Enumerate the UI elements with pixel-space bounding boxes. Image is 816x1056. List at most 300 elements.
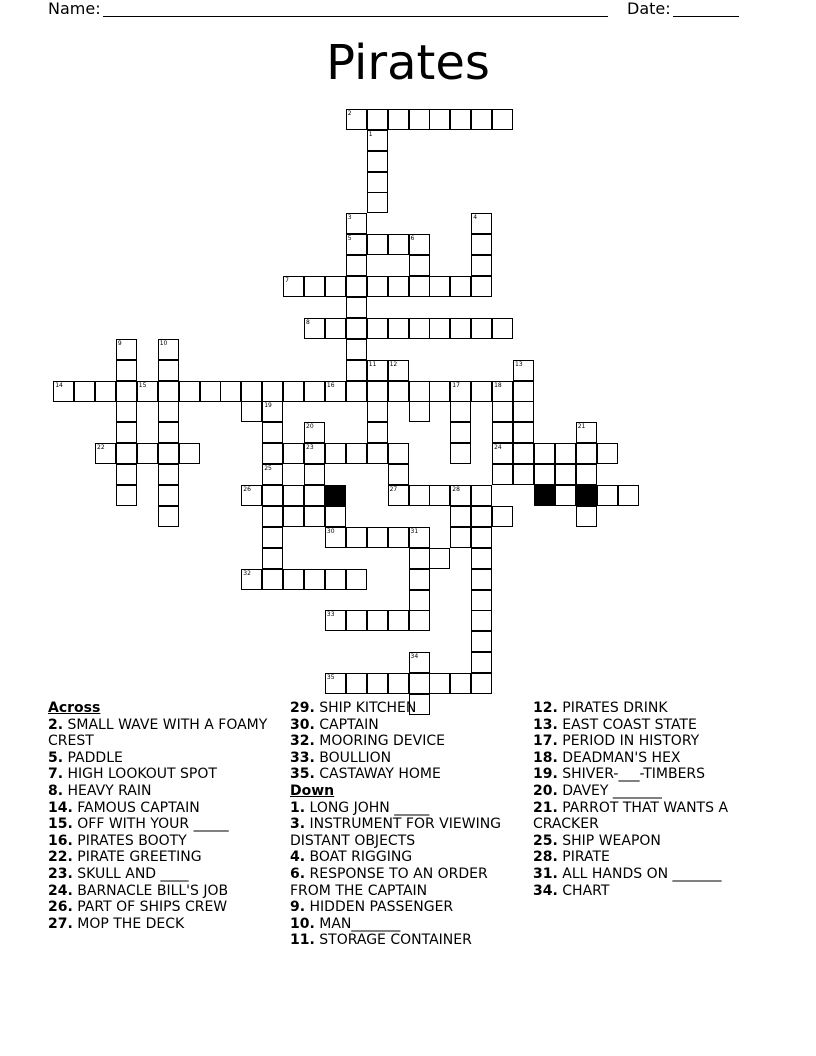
grid-cell[interactable] [158,506,179,527]
grid-cell[interactable] [534,485,555,506]
clue-item [533,717,763,734]
clue-item-number: 5. [48,749,64,766]
clue-item-number: 19. [533,766,558,783]
clue-item-text: PIRATE GREETING [72,849,202,866]
grid-cell[interactable] [367,360,388,381]
clue-item-number: 8. [48,782,64,799]
grid-cell[interactable] [471,548,492,569]
across-heading: Across [48,700,101,716]
grid-cell[interactable] [367,234,388,255]
clue-item-number: 10. [290,915,315,932]
grid-cell[interactable] [367,401,388,422]
across-clue-list-continued [290,700,520,783]
clue-item-number: 7. [48,766,64,783]
grid-cell[interactable] [555,443,576,464]
grid-cell[interactable] [388,318,409,339]
grid-cell[interactable] [262,506,283,527]
grid-cell[interactable] [471,234,492,255]
clue-item-text: MAN_______ [314,915,401,932]
grid-cell[interactable] [597,443,618,464]
grid-cell[interactable] [262,527,283,548]
clue-number: 12 [389,360,398,368]
grid-cell[interactable] [116,381,137,402]
grid-cell[interactable] [367,172,388,193]
clue-item-number: 9. [290,899,306,916]
grid-cell[interactable] [116,464,137,485]
name-label: Name: [48,0,101,18]
grid-cell[interactable] [283,381,304,402]
grid-cell[interactable] [429,673,450,694]
grid-cell[interactable] [367,276,388,297]
grid-cell[interactable] [471,109,492,130]
clue-item-text: STORAGE CONTAINER [314,932,472,949]
clue-item-number: 29. [290,700,315,716]
grid-cell[interactable] [116,401,137,422]
grid-cell[interactable] [555,485,576,506]
grid-cell[interactable] [471,255,492,276]
clue-item-text: SMALL WAVE WITH A FOAMY CREST [48,716,268,750]
clue-number: 28 [452,486,460,493]
grid-cell[interactable] [367,422,388,443]
grid-cell[interactable] [346,276,367,297]
clue-item [533,766,763,783]
clue-item-number: 1. [290,799,306,816]
grid-cell[interactable] [304,276,325,297]
clue-item [48,849,278,866]
grid-cell[interactable] [304,422,325,443]
grid-cell[interactable] [346,673,367,694]
grid-cell[interactable] [471,506,492,527]
across-clue-list [48,717,278,933]
grid-cell[interactable] [325,610,346,631]
clue-item-text: FAMOUS CAPTAIN [72,799,200,816]
clue-item-number: 32. [290,733,315,750]
grid-cell[interactable] [367,192,388,213]
grid-cell[interactable] [346,381,367,402]
clue-item-text: SHIP KITCHEN [314,700,417,716]
grid-cell[interactable] [304,381,325,402]
clue-item-text: PARROT THAT WANTS A CRACKER [533,799,729,833]
grid-cell[interactable] [304,485,325,506]
clue-item [533,700,763,717]
down-clue-list-continued [533,700,763,899]
grid-cell[interactable] [346,569,367,590]
clue-item-number: 17. [533,733,558,750]
grid-cell[interactable] [116,485,137,506]
grid-cell[interactable] [200,381,221,402]
clue-item-text: OFF WITH YOUR _____ [72,816,229,833]
grid-cell[interactable] [158,443,179,464]
clue-number: 18 [494,381,502,389]
clue-number: 15 [138,381,147,389]
grid-cell[interactable] [534,464,555,485]
grid-cell[interactable] [450,381,471,402]
grid-cell[interactable] [450,673,471,694]
grid-cell[interactable] [576,443,597,464]
grid-cell[interactable] [262,485,283,506]
grid-cell[interactable] [409,548,430,569]
grid-cell[interactable] [262,443,283,464]
grid-cell[interactable] [325,485,346,506]
grid-cell[interactable] [409,485,430,506]
grid-cell[interactable] [388,485,409,506]
grid-cell[interactable] [283,276,304,297]
grid-cell[interactable] [262,422,283,443]
grid-cell[interactable] [450,506,471,527]
grid-cell[interactable] [116,443,137,464]
grid-cell[interactable] [618,485,639,506]
grid-cell[interactable] [471,652,492,673]
grid-cell[interactable] [388,673,409,694]
clue-item-text: ALL HANDS ON _______ [557,865,722,882]
clue-item-text: PIRATES BOOTY [72,832,187,849]
clue-item [290,800,520,817]
clue-item-number: 14. [48,799,73,816]
clue-number: 27 [389,486,398,493]
grid-cell[interactable] [367,443,388,464]
grid-cell[interactable] [409,610,430,631]
clue-item [48,783,278,800]
clue-item-text: EAST COAST STATE [557,716,697,733]
grid-cell[interactable] [262,381,283,402]
grid-cell[interactable] [325,443,346,464]
grid-cell[interactable] [53,381,74,402]
grid-cell[interactable] [262,401,283,422]
grid-cell[interactable] [74,381,95,402]
clue-item [533,833,763,850]
clue-item-text: HIGH LOOKOUT SPOT [63,766,217,783]
clue-item-number: 23. [48,865,73,882]
grid-cell[interactable] [555,464,576,485]
grid-cell[interactable] [576,422,597,443]
grid-cell[interactable] [367,527,388,548]
grid-cell[interactable] [283,506,304,527]
grid-cell[interactable] [367,381,388,402]
clue-item [290,766,520,783]
clue-number: 31 [410,527,419,535]
grid-cell[interactable] [409,381,430,402]
clue-item [533,849,763,866]
clue-item-number: 12. [533,700,558,716]
grid-cell[interactable] [471,276,492,297]
grid-cell[interactable] [158,485,179,506]
grid-cell[interactable] [304,506,325,527]
grid-cell[interactable] [513,401,534,422]
grid-cell[interactable] [409,255,430,276]
grid-cell[interactable] [576,506,597,527]
grid-cell[interactable] [409,318,430,339]
grid-cell[interactable] [471,590,492,611]
grid-cell[interactable] [471,213,492,234]
clue-number: 21 [577,423,586,431]
clue-number: 6 [410,235,415,243]
grid-cell[interactable] [471,631,492,652]
grid-cell[interactable] [158,381,179,402]
grid-cell[interactable] [220,381,241,402]
grid-cell[interactable] [450,527,471,548]
grid-cell[interactable] [409,652,430,673]
grid-cell[interactable] [116,339,137,360]
grid-cell[interactable] [367,610,388,631]
grid-cell[interactable] [409,234,430,255]
grid-cell[interactable] [471,381,492,402]
grid-cell[interactable] [388,610,409,631]
grid-cell[interactable] [262,569,283,590]
grid-cell[interactable] [409,276,430,297]
grid-cell[interactable] [576,485,597,506]
grid-cell[interactable] [450,485,471,506]
grid-cell[interactable] [116,360,137,381]
clue-item-text: CAPTAIN [314,716,379,733]
grid-cell[interactable] [409,569,430,590]
grid-cell[interactable] [576,464,597,485]
grid-cell[interactable] [241,569,262,590]
grid-cell[interactable] [95,443,116,464]
grid-cell[interactable] [388,527,409,548]
grid-cell[interactable] [429,276,450,297]
grid-cell[interactable] [492,109,513,130]
clue-number: 3 [347,214,352,222]
grid-cell[interactable] [158,339,179,360]
clue-item [48,750,278,767]
clue-item-number: 27. [48,915,73,932]
clue-number: 4 [473,214,478,222]
grid-cell[interactable] [492,443,513,464]
clue-number: 16 [326,381,335,389]
clue-item-text: SKULL AND ____ [72,865,189,882]
clue-number: 26 [243,486,251,493]
grid-cell[interactable] [450,318,471,339]
clue-item-text: BOAT RIGGING [305,849,413,866]
clue-item-text: BOULLION [314,749,392,766]
clue-column-1 [48,700,278,932]
grid-cell[interactable] [325,527,346,548]
clue-item-text: MOORING DEVICE [314,733,445,750]
grid-cell[interactable] [471,610,492,631]
grid-cell[interactable] [346,109,367,130]
clue-item [290,849,520,866]
grid-cell[interactable] [409,401,430,422]
grid-cell[interactable] [346,297,367,318]
grid-cell[interactable] [492,506,513,527]
clue-number: 20 [306,423,314,431]
grid-cell[interactable] [262,464,283,485]
clue-number: 13 [515,360,523,368]
grid-cell[interactable] [471,318,492,339]
grid-cell[interactable] [283,485,304,506]
clue-item-text: LONG JOHN _____ [305,799,430,816]
grid-cell[interactable] [137,443,158,464]
grid-cell[interactable] [409,673,430,694]
clue-item-number: 11. [290,932,315,949]
grid-cell[interactable] [388,360,409,381]
grid-cell[interactable] [409,527,430,548]
grid-cell[interactable] [492,318,513,339]
clue-item-number: 2. [48,716,64,733]
clue-number: 7 [285,277,289,284]
grid-cell[interactable] [158,422,179,443]
grid-cell[interactable] [346,527,367,548]
clue-item [533,750,763,767]
clue-number: 9 [117,339,122,347]
clue-item-number: 4. [290,849,306,866]
grid-cell[interactable] [450,443,471,464]
grid-cell[interactable] [513,464,534,485]
grid-cell[interactable] [597,485,618,506]
grid-cell[interactable] [346,234,367,255]
grid-cell[interactable] [304,569,325,590]
grid-cell[interactable] [346,443,367,464]
grid-cell[interactable] [325,276,346,297]
clue-number: 8 [306,318,310,326]
down-clue-list [290,800,520,949]
grid-cell[interactable] [304,318,325,339]
grid-cell[interactable] [304,443,325,464]
clue-item [533,866,763,883]
grid-cell[interactable] [367,151,388,172]
grid-cell[interactable] [471,569,492,590]
grid-cell[interactable] [346,255,367,276]
grid-cell[interactable] [513,360,534,381]
clue-number: 1 [368,130,373,138]
grid-cell[interactable] [429,548,450,569]
grid-cell[interactable] [367,109,388,130]
grid-cell[interactable] [409,109,430,130]
clue-number: 22 [97,444,105,452]
clue-number: 25 [264,465,272,473]
down-heading: Down [290,782,335,799]
grid-cell[interactable] [304,464,325,485]
grid-cell[interactable] [346,360,367,381]
clue-item [290,916,520,933]
grid-cell[interactable] [158,401,179,422]
grid-cell[interactable] [429,381,450,402]
grid-cell[interactable] [325,318,346,339]
grid-cell[interactable] [388,109,409,130]
grid-cell[interactable] [367,673,388,694]
grid-cell[interactable] [325,673,346,694]
grid-cell[interactable] [450,109,471,130]
grid-cell[interactable] [325,569,346,590]
grid-cell[interactable] [179,381,200,402]
clue-item-number: 13. [533,716,558,733]
clue-item-text: INSTRUMENT FOR VIEWING DISTANT OBJECTS [290,816,502,849]
clue-item [290,717,520,734]
clue-item-text: BARNACLE BILL'S JOB [72,882,229,899]
clue-item-text: HIDDEN PASSENGER [305,899,454,916]
grid-cell[interactable] [95,381,116,402]
clue-item-text: CASTAWAY HOME [314,766,441,783]
clue-item [48,717,278,750]
clue-item-number: 16. [48,832,73,849]
grid-cell[interactable] [471,527,492,548]
clue-number: 30 [326,527,335,535]
grid-cell[interactable] [388,464,409,485]
clue-number: 2 [347,109,352,117]
grid-cell[interactable] [116,422,137,443]
grid-cell[interactable] [283,569,304,590]
grid-cell[interactable] [492,464,513,485]
clue-item [48,916,278,933]
clue-item [533,733,763,750]
clue-item [48,866,278,883]
clue-item-number: 30. [290,716,315,733]
clue-item-number: 18. [533,749,558,766]
clue-number: 14 [55,381,63,389]
clue-number: 33 [326,611,335,619]
clue-item [290,866,520,899]
grid-cell[interactable] [388,443,409,464]
clue-item [48,766,278,783]
grid-cell[interactable] [241,485,262,506]
grid-cell[interactable] [409,590,430,611]
grid-cell[interactable] [492,381,513,402]
grid-cell[interactable] [513,422,534,443]
clue-number: 34 [410,653,419,661]
grid-cell[interactable] [325,506,346,527]
clue-item-number: 24. [48,882,73,899]
grid-cell[interactable] [262,548,283,569]
grid-cell[interactable] [388,234,409,255]
grid-cell[interactable] [283,443,304,464]
clue-item-text: DEADMAN'S HEX [557,749,681,766]
grid-cell[interactable] [534,443,555,464]
clue-item [48,883,278,900]
grid-cell[interactable] [346,213,367,234]
grid-cell[interactable] [158,360,179,381]
grid-cell[interactable] [241,381,262,402]
grid-cell[interactable] [158,464,179,485]
grid-cell[interactable] [346,339,367,360]
clue-item-number: 20. [533,782,558,799]
clue-column-2 [290,700,520,949]
grid-cell[interactable] [367,318,388,339]
clue-number: 23 [306,444,314,452]
grid-cell[interactable] [137,381,158,402]
grid-cell[interactable] [450,401,471,422]
grid-cell[interactable] [429,109,450,130]
grid-cell[interactable] [492,422,513,443]
clue-number: 32 [243,569,251,577]
grid-cell[interactable] [513,443,534,464]
grid-cell[interactable] [346,610,367,631]
clue-item [290,932,520,949]
clue-item-text: PIRATES DRINK [557,700,668,716]
grid-cell[interactable] [492,401,513,422]
grid-cell[interactable] [241,401,262,422]
grid-cell[interactable] [346,318,367,339]
grid-cell[interactable] [367,130,388,151]
grid-cell[interactable] [450,422,471,443]
grid-cell[interactable] [450,276,471,297]
grid-cell[interactable] [429,485,450,506]
clue-item-number: 3. [290,816,306,833]
grid-cell[interactable] [179,443,200,464]
grid-cell[interactable] [429,318,450,339]
clue-item-text: HEAVY RAIN [63,782,152,799]
grid-cell[interactable] [325,381,346,402]
grid-cell[interactable] [388,276,409,297]
grid-cell[interactable] [388,381,409,402]
clue-item [533,783,763,800]
grid-cell[interactable] [471,673,492,694]
clue-item-text: SHIP WEAPON [557,832,661,849]
clue-item-text: CHART [557,882,610,899]
grid-cell[interactable] [471,485,492,506]
grid-cell[interactable] [513,381,534,402]
clue-item [290,733,520,750]
clue-number: 19 [264,402,272,410]
